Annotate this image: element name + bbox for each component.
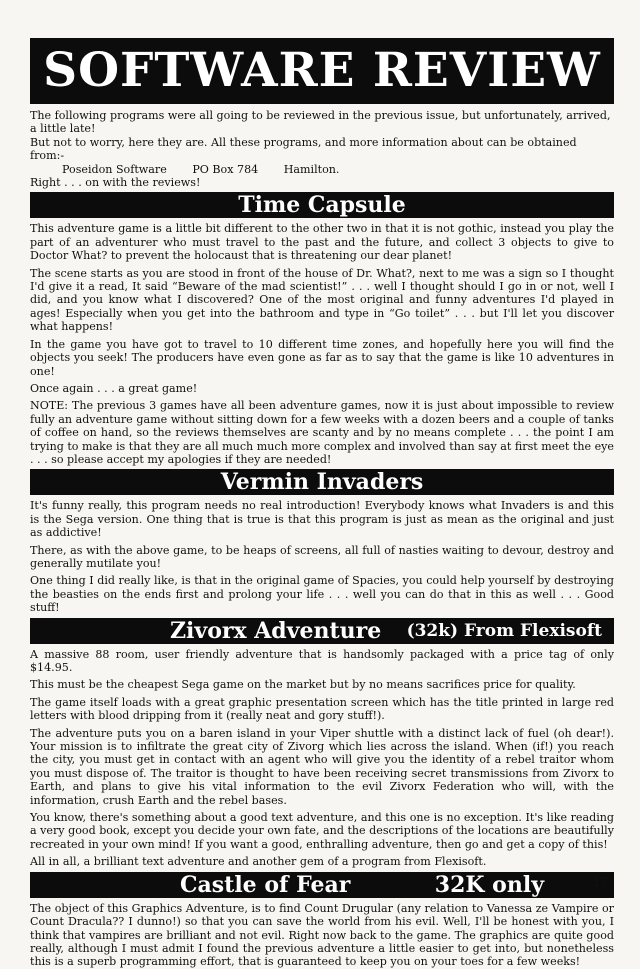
paragraph: It's funny really, this program needs no real introduction! Everybody knows what Invaders is and this is the Sega version. One thing that is true is that this program is just as mean as the original and just as addictive! — [30, 499, 614, 540]
section-zivorx — [30, 648, 614, 869]
paragraph: There, as with the above game, to be heaps of screens, all full of nasties waiting to devour, destroy and generally mutilate you! — [30, 543, 614, 570]
section-time-capsule — [30, 222, 614, 466]
section-heading-castle-of-fear — [30, 872, 614, 898]
intro-line-1: The following programs were all going to be reviewed in the previous issue, but unfortunately, arrived, a little late! — [30, 109, 611, 136]
contact-box: PO Box 784 — [192, 162, 259, 176]
section-heading-time-capsule — [30, 192, 614, 218]
heading-subtext: 32K only — [434, 871, 544, 898]
page-number: 17 — [592, 875, 608, 889]
section-heading-zivorx — [30, 618, 614, 644]
section-castle-of-fear — [30, 902, 614, 969]
paragraph: The game itself loads with a great graphic presentation screen which has the title printed in large red letters with blood dripping from it (really neat and gory stuff!). — [30, 695, 614, 723]
paragraph: One thing I did really like, is that in the original game of Spacies, you could help yourself by destroying the beasties on the ends first and prolong your life . . . well you can do that in this as well . . . Good stuff! — [30, 574, 614, 615]
intro-line-3: Right . . . on with the reviews! — [30, 176, 201, 190]
paragraph: You know, there's something about a good text adventure, and this one is no exception. It's like reading a very good book, except you decide your own fate, and the descriptions of the locations are beautifully recreated in your own mind! If you want a good, enthralling adventure, then go and get a copy of this! — [30, 811, 614, 851]
section-vermin-invaders — [30, 499, 614, 614]
heading-subtext: (32k) From Flexisoft — [406, 620, 602, 641]
heading-text: Zivorx Adventure — [170, 617, 382, 644]
paragraph: This adventure game is a little bit different to the other two in that it is not gothic, instead you play the part of an adventurer who must travel to the past and the future, and collect 3 objects to give to Doctor What? to prevent the holocaust that is threatening our dear planet! — [30, 222, 614, 263]
heading-text: Vermin Invaders — [220, 469, 424, 496]
heading-text: Time Capsule — [238, 192, 406, 219]
paragraph: Once again . . . a great game! — [30, 381, 198, 395]
section-heading-vermin-invaders — [30, 469, 614, 495]
paragraph: The adventure puts you on a baren island in your Viper shuttle with a distinct lack of fuel (oh dear!). Your mission is to infiltrate the great city of Zivorg which lies across the island. When (if!) you reach the city, you must get in contact with an agent who will give you the identity of a rebel traitor whom you must dispose of. The traitor is thought to have been receiving secret transmissions from Zivorx to Earth, and plans to give his vital information to the evil Zivorx Federation who will, with the information, crush Earth and the rebel bases. — [30, 726, 614, 807]
heading-text: Castle of Fear — [180, 871, 351, 898]
paragraph: This must be the cheapest Sega game on the market but by no means sacrifices price for quality. — [30, 678, 576, 692]
contact-city: Hamilton. — [283, 162, 340, 176]
contact-line — [30, 163, 614, 176]
paragraph: All in all, a brilliant text adventure and another gem of a program from Flexisoft. — [30, 855, 487, 869]
intro — [30, 109, 614, 189]
paragraph: The object of this Graphics Adventure, is to find Count Drugular (any relation to Vanessa ze Vampire or Count Dracula?? I dunno!) so that you can save the world from his evil. Well, I'll be honest with you, I think that vampires are brilliant and not evil. Right now back to the game. The graphics are quite good really, although I must admit I found the previous adventure a little easier to get into, but nonetheless this is a superb programming effort, that is guaranteed to keep you on your toes for a few weeks! — [30, 901, 614, 969]
page-title: SOFTWARE REVIEW — [30, 38, 614, 104]
intro-line-2: But not to worry, here they are. All these programs, and more information about can be obtained from:- — [30, 135, 577, 163]
contact-name: Poseidon Software — [62, 162, 167, 176]
paragraph: A massive 88 room, user friendly adventure that is handsomly packaged with a price tag of only $14.95. — [30, 647, 614, 674]
paragraph: NOTE: The previous 3 games have all been adventure games, now it is just about impossible to review fully an adventure game without sitting down for a few weeks with a dozen beers and a couple of tanks of coffee on hand, so the reviews themselves are scanty and by no means complete . . . the point I am trying to make is that they are all much much more complex and involved than say at first meet the eye . . . so please accept my apologies if they are needed! — [30, 399, 614, 466]
page — [30, 38, 614, 969]
paragraph: The scene starts as you are stood in front of the house of Dr. What?, next to me was a sign so I thought I'd give it a read, It said “Beware of the mad scientist!” . . . well I thought should I go in or not, well I did, and you know what I discovered? One of the most original and funny adventures I'd played in ages! Especially when you get into the bathroom and type in “Go toilet” . . . but I'll let you discover what happens! — [30, 266, 614, 334]
paragraph: In the game you have got to travel to 10 different time zones, and hopefully here you will find the objects you seek! The producers have even gone as far as to say that the game is like 10 adventures in one! — [30, 337, 614, 378]
